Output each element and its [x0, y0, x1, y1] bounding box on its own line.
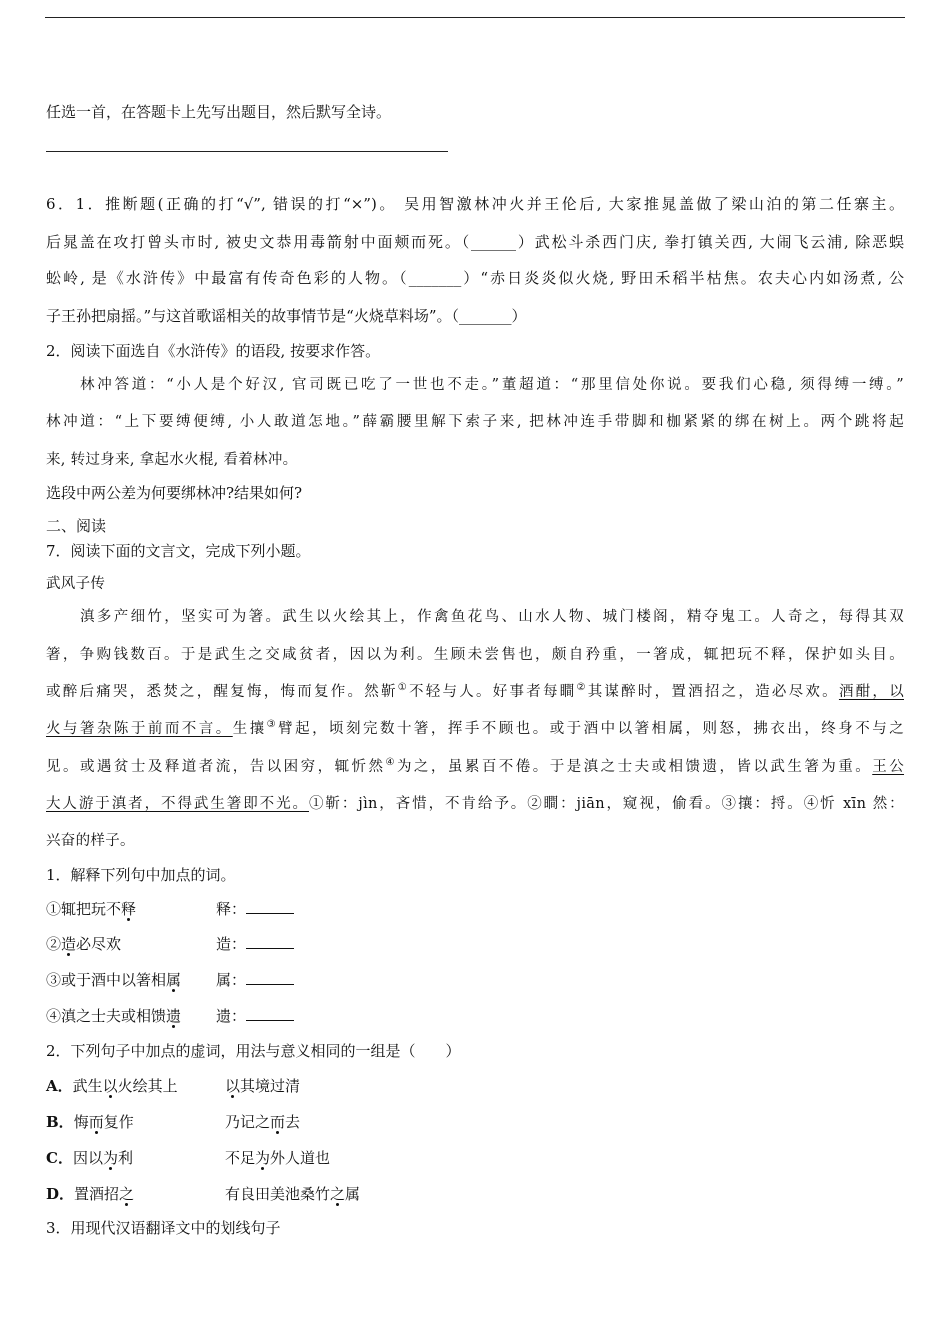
underlined-sentence-1b: 火与箸杂陈于前而不言。	[46, 721, 233, 737]
q6-line-2: 后晁盖在攻打曾头市时, 被史文恭用毒箭射中面颊而死。（______）武松斗杀西门庆, 拳打镇关西, 大闹飞云浦, 除恶蜈	[46, 233, 904, 251]
classical-p3: 或醉后痛哭，悉焚之，醒复悔，悔而复作。然靳①不轻与人。好事者每瞷②其谋醉时，置酒招之，造必尽欢。酒酣，以	[46, 682, 904, 700]
option-b[interactable]: B．悔而复作 乃记之而去	[46, 1113, 301, 1131]
section-heading: 二、阅读	[46, 517, 107, 535]
underlined-sentence-2a: 王公	[872, 759, 905, 775]
classical-p1: 滇多产细竹，坚实可为箸。武生以火绘其上，作禽鱼花鸟、山水人物、城门楼阁，精夺鬼工。人奇之，每得其双	[80, 609, 904, 625]
answer-blank[interactable]	[246, 899, 294, 914]
classical-p2: 箸，争购钱数百。于是武生之交咸贫者，因以为利。生顾未尝售也，颇自矜重，一箸成，辄把玩不释，保护如头目。	[46, 647, 904, 663]
answer-blank-line	[46, 151, 448, 152]
instruction-text: 任选一首，在答题卡上先写出题目，然后默写全诗。	[46, 103, 392, 121]
answer-blank[interactable]	[246, 934, 294, 949]
vocab-item-4: ④滇之士夫或相馈遗 遗：	[46, 1006, 904, 1026]
vocab-item-1: ①辄把玩不释 释：	[46, 899, 904, 919]
option-a[interactable]: A．武生以火绘其上 以其境过清	[46, 1077, 301, 1095]
underlined-sentence-1a: 酒酣，以	[838, 684, 904, 700]
classical-p4: 火与箸杂陈于前而不言。生攘③臂起，顷刻完数十箸，挥手不顾也。或于酒中以箸相属，则怒，拂衣出，终身不与之	[46, 719, 904, 737]
passage-title: 武风子传	[46, 576, 106, 592]
shuihu-passage-3: 来, 转过身来, 拿起水火棍, 看着林冲。	[46, 452, 298, 468]
header-rule	[45, 17, 905, 18]
classical-p7: 兴奋的样子。	[46, 833, 135, 849]
q7-intro: 7．阅读下面的文言文，完成下列小题。	[46, 542, 311, 560]
q6-sub2: 2．阅读下面选自《水浒传》的语段, 按要求作答。	[46, 342, 381, 360]
q6-line-4: 子王孙把扇摇。”与这首歌谣相关的故事情节是“火烧草料场”。（_______）	[46, 307, 527, 325]
q7-sub2: 2．下列句子中加点的虚词，用法与意义相同的一组是（ ）	[46, 1042, 461, 1060]
q6-line-3: 蚣岭, 是《水浒传》中最富有传奇色彩的人物。（_______）“赤日炎炎似火烧, 野田禾稻半枯焦。农夫心内如汤煮, 公	[46, 269, 904, 287]
underlined-sentence-2b: 大人游于滇者，不得武生箸即不光。	[46, 796, 309, 812]
answer-blank[interactable]	[246, 970, 294, 985]
classical-p5: 见。或遇贫士及释道者流，告以困穷，辄忻然④为之，虽累百不倦。于是滇之士夫或相馈遗，皆以武生箸为重。王公	[46, 757, 905, 775]
q6-question: 选段中两公差为何要绑林冲?结果如何?	[46, 484, 303, 502]
vocab-item-3: ③或于酒中以箸相属 属：	[46, 970, 904, 990]
shuihu-passage-2: 林冲道：“上下要缚便缚, 小人敢道怎地。”薛霸腰里解下索子来, 把林冲连手带脚和枷紧紧的绑在树上。两个跳将起	[46, 414, 904, 430]
q6-line-1: 6．1．推断题(正确的打“√”, 错误的打“×”)。 吴用智激林冲火并王伦后, 大家推晁盖做了梁山泊的第二任寨主。	[46, 195, 904, 213]
option-c[interactable]: C．因以为利 不足为外人道也	[46, 1149, 331, 1167]
q7-sub1: 1．解释下列句中加点的词。	[46, 866, 236, 884]
answer-blank[interactable]	[246, 1006, 294, 1021]
shuihu-passage-1: 林冲答道：“小人是个好汉, 官司既已吃了一世也不走。”董超道：“那里信处你说。要我们心稳, 须得缚一缚。”	[80, 377, 904, 393]
classical-p6: 大人游于滇者，不得武生箸即不光。①靳：jìn，吝惜，不肯给予。②瞷：jiān，窥视，偷看。③攘：捋。④忻 xīn 然：	[46, 796, 904, 812]
q7-sub3: 3．用现代汉语翻译文中的划线句子	[46, 1219, 281, 1237]
option-d[interactable]: D．置酒招之 有良田美池桑竹之属	[46, 1185, 361, 1203]
vocab-item-2: ②造必尽欢 造：	[46, 934, 904, 954]
